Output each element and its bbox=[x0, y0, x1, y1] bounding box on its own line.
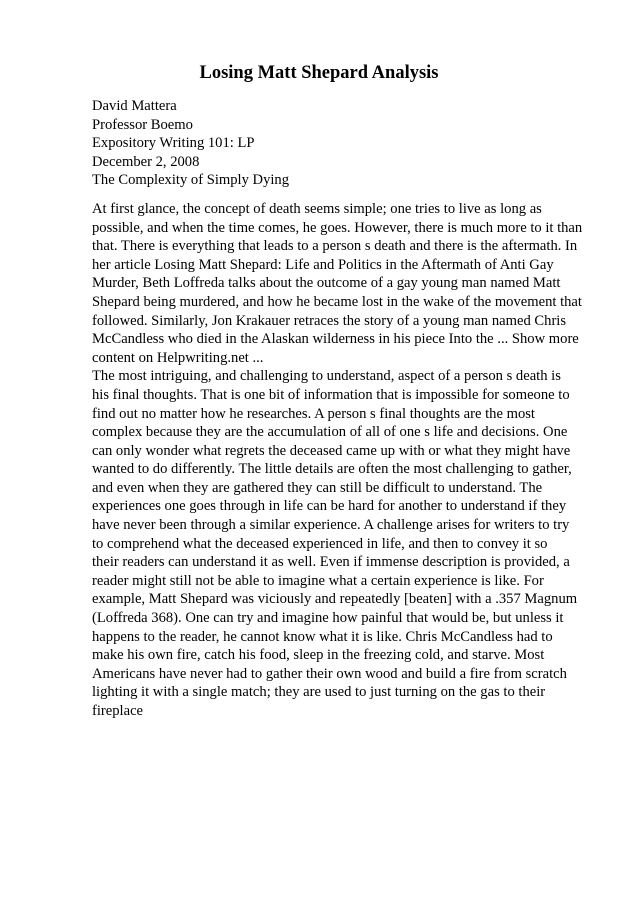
professor-name: Professor Boemo bbox=[92, 116, 193, 133]
paragraph-line: reader might still not be able to imagine what a certain experience is like. For bbox=[92, 572, 544, 589]
paragraph-line: possible, and when the time comes, he goes. However, there is much more to it than bbox=[92, 219, 583, 236]
paragraph-line: followed. Similarly, Jon Krakauer retraces the story of a young man named Chris bbox=[92, 312, 567, 329]
paragraph-line: make his own fire, catch his food, sleep in the freezing cold, and starve. Most bbox=[92, 647, 545, 664]
paragraph-line: their readers can understand it as well. Even if immense description is provided, a bbox=[92, 554, 570, 571]
paragraph-line: find out no matter how he researches. A person s final thoughts are the most bbox=[92, 405, 535, 422]
paragraph-2 bbox=[92, 367, 586, 720]
paragraph-line: to comprehend what the deceased experienced in life, and then to convey it so bbox=[92, 535, 548, 552]
paragraph-line: The most intriguing, and challenging to understand, aspect of a person s death is bbox=[92, 368, 561, 385]
paragraph-line: his final thoughts. That is one bit of information that is impossible for someone to bbox=[92, 386, 570, 403]
paragraph-line: (Loffreda 368). One can try and imagine how painful that would be, but unless it bbox=[92, 610, 564, 627]
document-title: Losing Matt Shepard Analysis bbox=[199, 63, 439, 83]
author-header bbox=[92, 97, 586, 190]
paragraph-line: experiences one goes through in life can be hard for another to understand if they bbox=[92, 498, 567, 515]
paragraph-line: example, Matt Shepard was viciously and repeatedly [beaten] with a .357 Magnum bbox=[92, 591, 578, 608]
paragraph-line: happens to the reader, he cannot know what it is like. Chris McCandless had to bbox=[92, 628, 553, 645]
essay-title: The Complexity of Simply Dying bbox=[92, 172, 290, 189]
paragraph-1 bbox=[92, 200, 586, 367]
paragraph-line: and even when they are gathered they can still be difficult to understand. The bbox=[92, 479, 543, 496]
paragraph-line: complex because they are the accumulation of all of one s life and decisions. One bbox=[92, 424, 568, 441]
paragraph-line: McCandless who died in the Alaskan wilderness in his piece Into the ... Show more bbox=[92, 331, 579, 348]
paragraph-line: Americans have never had to gather their own wood and build a fire from scratch bbox=[92, 665, 567, 682]
course-name: Expository Writing 101: LP bbox=[92, 135, 255, 152]
paragraph-line: fireplace bbox=[92, 703, 144, 719]
paragraph-line: Shepard being murdered, and how he became lost in the wake of the movement that bbox=[92, 293, 582, 310]
paragraph-line: her article Losing Matt Shepard: Life and Politics in the Aftermath of Anti Gay bbox=[92, 256, 554, 273]
author-name: David Mattera bbox=[92, 98, 177, 114]
paragraph-line: can only wonder what regrets the deceased came up with or what they might have bbox=[92, 442, 571, 459]
paragraph-line: lighting it with a single match; they are used to just turning on the gas to their bbox=[92, 684, 546, 701]
paragraph-line: that. There is everything that leads to a person s death and there is the aftermath. In bbox=[92, 238, 578, 255]
paragraph-line: At first glance, the concept of death seems simple; one tries to live as long as bbox=[92, 200, 542, 217]
paragraph-line: wanted to do differently. The little details are often the most challenging to gather, bbox=[92, 461, 572, 478]
paragraph-line: content on Helpwriting.net ... bbox=[92, 349, 264, 366]
paragraph-line: Murder, Beth Loffreda talks about the outcome of a gay young man named Matt bbox=[92, 275, 561, 292]
document-date: December 2, 2008 bbox=[92, 153, 200, 170]
paragraph-line: have never been through a similar experience. A challenge arises for writers to try bbox=[92, 517, 570, 534]
